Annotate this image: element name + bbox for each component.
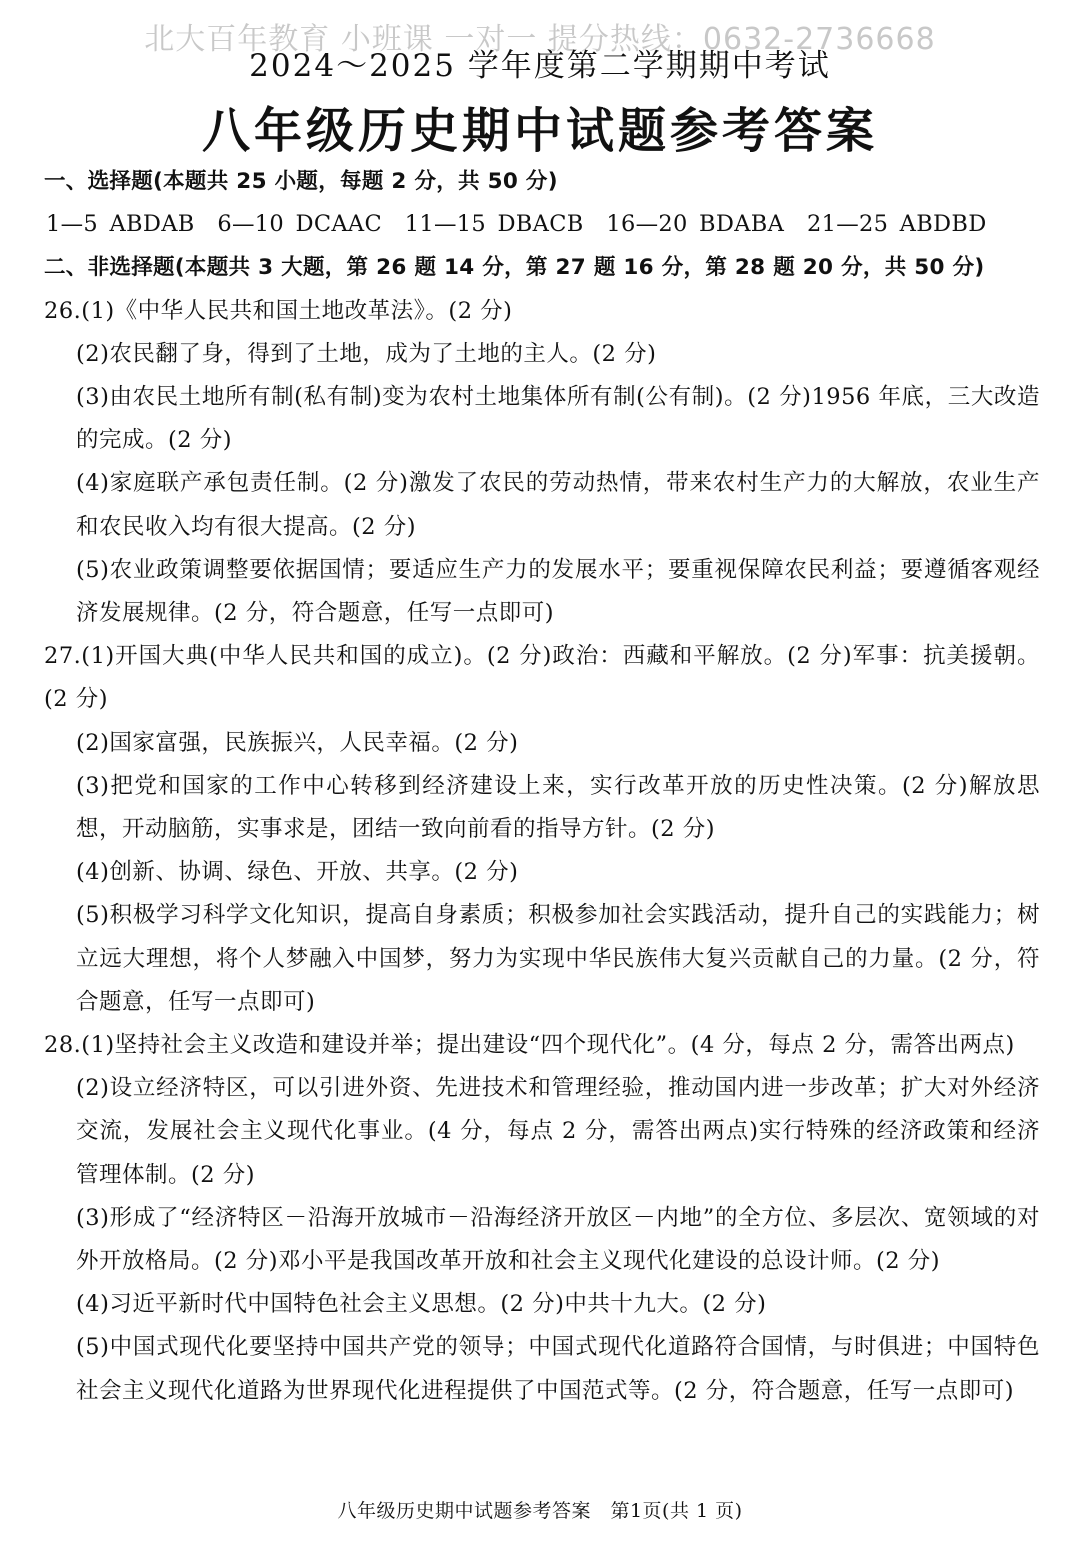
question-28-answer-5: (5)中国式现代化要坚持中国共产党的领导；中国式现代化道路符合国情，与时俱进；中国特色社会主义现代化道路为世界现代化进程提供了中国范式等。(2 分，符合题意，任写一点即可) xyxy=(76,1334,1040,1404)
question-27-answer-1: (1)开国大典(中华人民共和国的成立)。(2 分)政治：西藏和平解放。(2 分)军事：抗美援朝。(2 分) xyxy=(44,643,1040,713)
question-27-part-1 xyxy=(44,635,1040,721)
answer-body xyxy=(44,160,1040,1413)
question-27-answer-5: (5)积极学习科学文化知识，提高自身素质；积极参加社会实践活动，提升自己的实践能力；树立远大理想，将个人梦融入中国梦，努力为实现中华民族伟大复兴贡献自己的力量。(2 分，符合题意，任写一点即可) xyxy=(76,902,1040,1015)
question-26-answer-1: (1)《中华人民共和国土地改革法》。(2 分) xyxy=(81,297,513,324)
question-26-answer-5: (5)农业政策调整要依据国情；要适应生产力的发展水平；要重视保障农民利益；要遵循客观经济发展规律。(2 分，符合题意，任写一点即可) xyxy=(76,556,1040,627)
question-28-answer-1: (1)坚持社会主义改造和建设并举；提出建设“四个现代化”。(4 分，每点 2 分，需答出两点) xyxy=(81,1032,1015,1059)
question-27-answer-4: (4)创新、协调、绿色、开放、共享。(2 分) xyxy=(76,859,519,886)
section-2-heading: 二、非选择题(本题共 3 大题，第 26 题 14 分，第 27 题 16 分，第 28 题 20 分，共 50 分) xyxy=(44,255,985,281)
question-28-answer-2: (2)设立经济特区，可以引进外资、先进技术和管理经验，推动国内进一步改革；扩大对外经济交流，发展社会主义现代化事业。(4 分，每点 2 分，需答出两点)实行特殊的经济政策和经济管理体制。(2 分) xyxy=(76,1075,1040,1188)
watermark: 北大百年教育 小班课 一对一 提分热线：0632-2736668 xyxy=(144,22,936,57)
question-26-answer-4: (4)家庭联产承包责任制。(2 分)激发了农民的劳动热情，带来农村生产力的大解放，农业生产和农民收入均有很大提高。(2 分) xyxy=(76,470,1040,540)
document-title: 八年级历史期中试题参考答案 xyxy=(201,103,878,159)
page-footer: 八年级历史期中试题参考答案 第1页(共 1 页) xyxy=(337,1500,743,1522)
question-27 xyxy=(44,635,1040,1024)
question-26 xyxy=(44,290,1040,636)
section-1-heading: 一、选择题(本题共 25 小题，每题 2 分，共 50 分) xyxy=(44,169,558,194)
question-27-answer-3: (3)把党和国家的工作中心转移到经济建设上来，实行改革开放的历史性决策。(2 分)解放思想，开动脑筋，实事求是，团结一致向前看的指导方针。(2 分) xyxy=(76,772,1040,843)
question-27-number: 27. xyxy=(44,643,82,670)
question-26-answer-3: (3)由农民土地所有制(私有制)变为农村土地集体所有制(公有制)。(2 分)1956 年底，三大改造的完成。(2 分) xyxy=(76,384,1040,454)
question-28-part-1 xyxy=(44,1024,1040,1067)
question-28-answer-4: (4)习近平新时代中国特色社会主义思想。(2 分)中共十九大。(2 分) xyxy=(76,1291,767,1318)
question-26-part-1 xyxy=(44,290,1040,333)
question-28 xyxy=(44,1024,1040,1413)
question-28-number: 28. xyxy=(44,1032,82,1059)
question-26-answer-2: (2)农民翻了身，得到了土地，成为了土地的主人。(2 分) xyxy=(76,340,657,367)
question-28-answer-3: (3)形成了“经济特区－沿海开放城市－沿海经济开放区－内地”的全方位、多层次、宽领域的对外开放格局。(2 分)邓小平是我国改革开放和社会主义现代化建设的总设计师。(2 分) xyxy=(76,1204,1040,1275)
exam-title: 2024～2025 学年度第二学期期中考试 xyxy=(249,48,831,84)
question-27-answer-2: (2)国家富强，民族振兴，人民幸福。(2 分) xyxy=(76,729,519,756)
question-26-number: 26. xyxy=(44,297,82,324)
multiple-choice-answers: 1—5 ABDAB 6—10 DCAAC 11—15 DBACB 16—20 BDABA 21—25 ABDBD xyxy=(46,211,987,238)
